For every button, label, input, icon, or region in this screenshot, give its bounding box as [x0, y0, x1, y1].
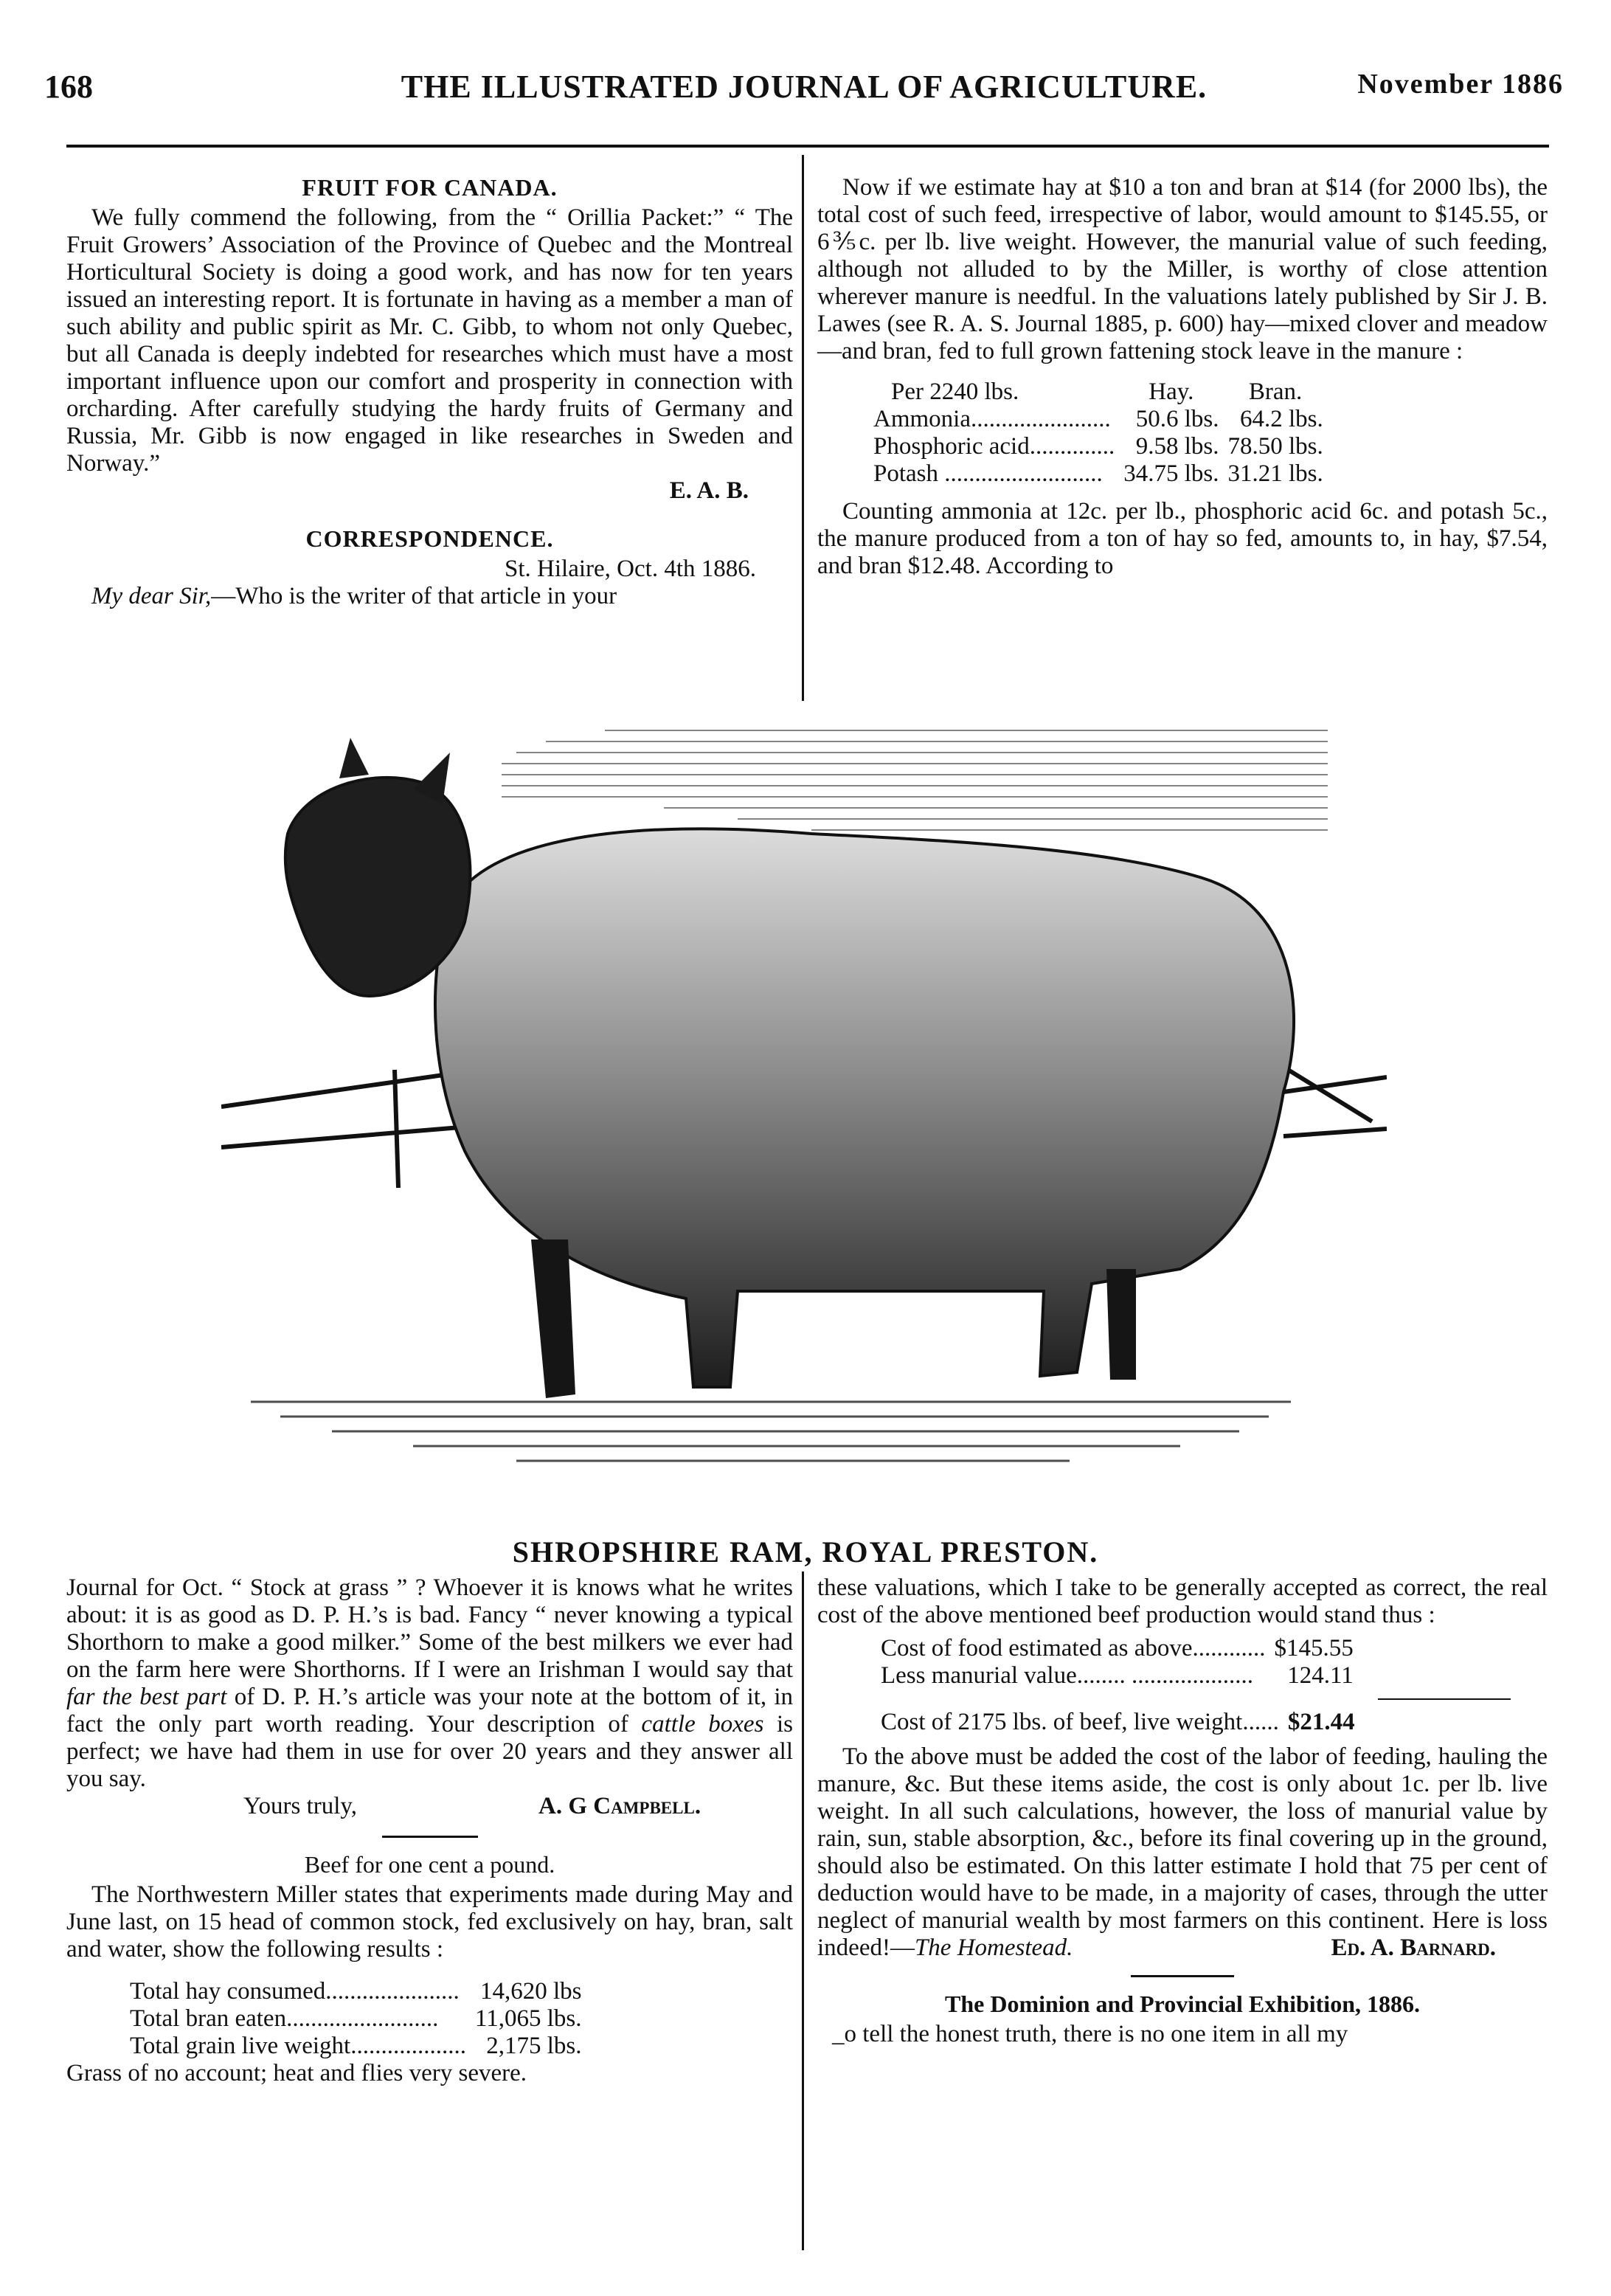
manure-header-hay: Hay. [1149, 378, 1194, 405]
journal-title: THE ILLUSTRATED JOURNAL OF AGRICULTURE. [401, 69, 1208, 105]
manure-table-header [869, 378, 1328, 406]
manure-bran: 31.21 lbs. [1227, 460, 1323, 487]
manure-label: Phosphoric acid.............. [873, 433, 1115, 460]
issue-date: November 1886 [1357, 69, 1564, 100]
manure-header-label: Per 2240 lbs. [891, 378, 1019, 405]
table-row [125, 1978, 586, 2005]
manure-table [869, 378, 1328, 488]
manure-hay: 34.75 lbs. [1123, 460, 1219, 487]
manure-hay: 50.6 lbs. [1135, 406, 1219, 432]
table-row [876, 1635, 1358, 1662]
source-citation: The Homestead. [914, 1934, 1073, 1961]
ground-grass [251, 1402, 1291, 1461]
manure-label: Ammonia....................... [873, 406, 1111, 432]
ram-ear [339, 738, 369, 778]
correspondence-signature: A. G Campbell. [538, 1793, 701, 1819]
right-para-1: Now if we estimate hay at $10 a ton and bran at $14 (for 2000 lbs), the total cost of such feed, irrespective of labor, would amount to $145.55, or 6⅗c. per lb. live weight. However, the manurial value of such feeding, although not alluded to by the Miller, is worthy of close attention wherever manure is needful. In the valuations lately published by Sir J. B. Lawes (see R. A. S. Journal 1885, p. 600) hay—mixed clover and meadow—and bran, fed to full grown fattening stock leave in the manure : [817, 174, 1548, 364]
beef-heading: Beef for one cent a pound. [304, 1851, 555, 1878]
salutation: My dear Sir, [91, 583, 212, 609]
correspondence-dateline: St. Hilaire, Oct. 4th 1886. [505, 556, 756, 582]
header-rule [66, 145, 1549, 148]
italic-phrase: far the best part [66, 1684, 227, 1710]
beef-note: Grass of no account; heat and flies very severe. [66, 2060, 527, 2086]
exhibition-heading: The Dominion and Provincial Exhibition, 1886. [945, 1991, 1420, 2017]
right-column-bottom [817, 1574, 1548, 2048]
net-cost-table [876, 1709, 1359, 1736]
table-row [876, 1662, 1358, 1690]
cost-table-rule [1378, 1698, 1511, 1700]
figure-caption: SHROPSHIRE RAM, ROYAL PRESTON. [512, 1535, 1099, 1569]
page-number: 168 [44, 69, 93, 105]
shropshire-ram-illustration [221, 708, 1387, 1483]
manure-label: Potash .......................... [873, 460, 1103, 487]
right-bottom-para-1: these valuations, which I take to be generally accepted as correct, the real cost of the above mentioned beef production would stand thus : [817, 1574, 1548, 1628]
fruit-signature: E. A. B. [669, 477, 749, 504]
cost-value: 124.11 [1287, 1662, 1354, 1689]
manure-header-bran: Bran. [1248, 378, 1303, 405]
right-bottom-para-2: To the above must be added the cost of the labor of feeding, hauling the manure, &c. But these items aside, the cost is only about 1c. per lb. live weight. In all such calculations, however, the loss of manurial value by rain, sun, stable absorption, &c., before its final covering up in the ground, should also be estimated. On this latter estimate I hold that 75 per cent of deduction would have to be made, in a majority of cases, through the utter neglect of manurial wealth by most farmers on this continent. Here is loss indeed!—The Homestead. [817, 1743, 1548, 1961]
correspondence-opening [66, 583, 793, 610]
beef-value: 2,175 lbs. [486, 2033, 582, 2059]
cost-label: Less manurial value........ .................... [881, 1662, 1253, 1689]
table-row [869, 406, 1328, 433]
running-head [44, 68, 1564, 120]
section-rule [1131, 1975, 1234, 1977]
beef-value: 11,065 lbs. [474, 2005, 582, 2032]
correspondence-body-start: —Who is the writer of that article in your [211, 583, 617, 609]
table-row [869, 460, 1328, 488]
table-row [125, 2033, 586, 2060]
correspondence-closing-line [66, 1793, 793, 1822]
beef-intro: The Northwestern Miller states that experiments made during May and June last, on 15 head of common stock, fed exclusively on hay, bran, salt and water, show the following results : [66, 1881, 793, 1963]
beef-label: Total bran eaten......................... [130, 2005, 439, 2032]
right-column-top [817, 174, 1548, 580]
table-row [869, 433, 1328, 460]
manure-hay: 9.58 lbs. [1135, 433, 1219, 460]
left-column-bottom [66, 1574, 793, 2087]
manure-bran: 78.50 lbs. [1227, 433, 1323, 460]
table-row [876, 1709, 1359, 1736]
column-divider-bottom [802, 1571, 804, 2250]
cost-table [876, 1635, 1358, 1690]
fruit-body: We fully commend the following, from the “ Orillia Packet:” “ The Fruit Growers’ Association of the Province of Quebec and the Montreal Horticultural Society is doing a good work, and has now for ten years issued an interesting report. It is fortunate in having as a member a man of such ability and public spirit as Mr. C. Gibb, to whom not only Quebec, but all Canada is deeply indebted for researches which must have a most important influence upon our comfort and prosperity in connection with orcharding. After carefully studying the hardy fruits of Germany and Russia, Mr. Gibb is now engaged in like researches in Sweden and Norway.” [66, 204, 793, 477]
net-cost-value: $21.44 [1287, 1709, 1355, 1735]
sky-hatching [502, 730, 1328, 830]
table-row [125, 2005, 586, 2033]
barnard-signature: Ed. A. Barnard. [1331, 1934, 1496, 1961]
cost-label: Cost of food estimated as above............ [881, 1635, 1266, 1662]
fruit-heading: FRUIT FOR CANADA. [302, 174, 558, 201]
correspondence-continued: Journal for Oct. “ Stock at grass ” ? Whoever it is knows what he writes about: it is as good as D. P. H.’s is bad. Fancy “ never knowing a typical Shorthorn to make a good milker.” Some of the best milkers we ever had on the farm here were Shorthorns. If I were an Irishman I would say that far the best part of D. P. H.’s article was your note at the bottom of it, in fact the only part worth reading. Your description of cattle boxes is perfect; we have had them in use for over 20 years and they answer all you say. [66, 1574, 793, 1792]
correspondence-heading: CORRESPONDENCE. [305, 525, 554, 552]
exhibition-first-line: _o tell the honest truth, there is no one item in all my [832, 2021, 1348, 2047]
beef-label: Total hay consumed...................... [130, 1978, 460, 2005]
closing: Yours truly, [243, 1793, 358, 1819]
italic-phrase: cattle boxes [641, 1711, 764, 1737]
section-rule [382, 1836, 478, 1838]
manure-bran: 64.2 lbs. [1239, 406, 1323, 432]
beef-value: 14,620 lbs [479, 1978, 582, 2005]
column-divider-top [802, 155, 804, 701]
left-column-top [66, 174, 793, 610]
right-para-2: Counting ammonia at 12c. per lb., phosphoric acid 6c. and potash 5c., the manure produced from a ton of hay so fed, amounts to, in hay, $7.54, and bran $12.48. According to [817, 498, 1548, 579]
beef-label: Total grain live weight................... [130, 2033, 466, 2059]
net-cost-label: Cost of 2175 lbs. of beef, live weight...... [881, 1709, 1279, 1735]
beef-results-table [125, 1978, 586, 2060]
cost-value: $145.55 [1274, 1635, 1354, 1662]
